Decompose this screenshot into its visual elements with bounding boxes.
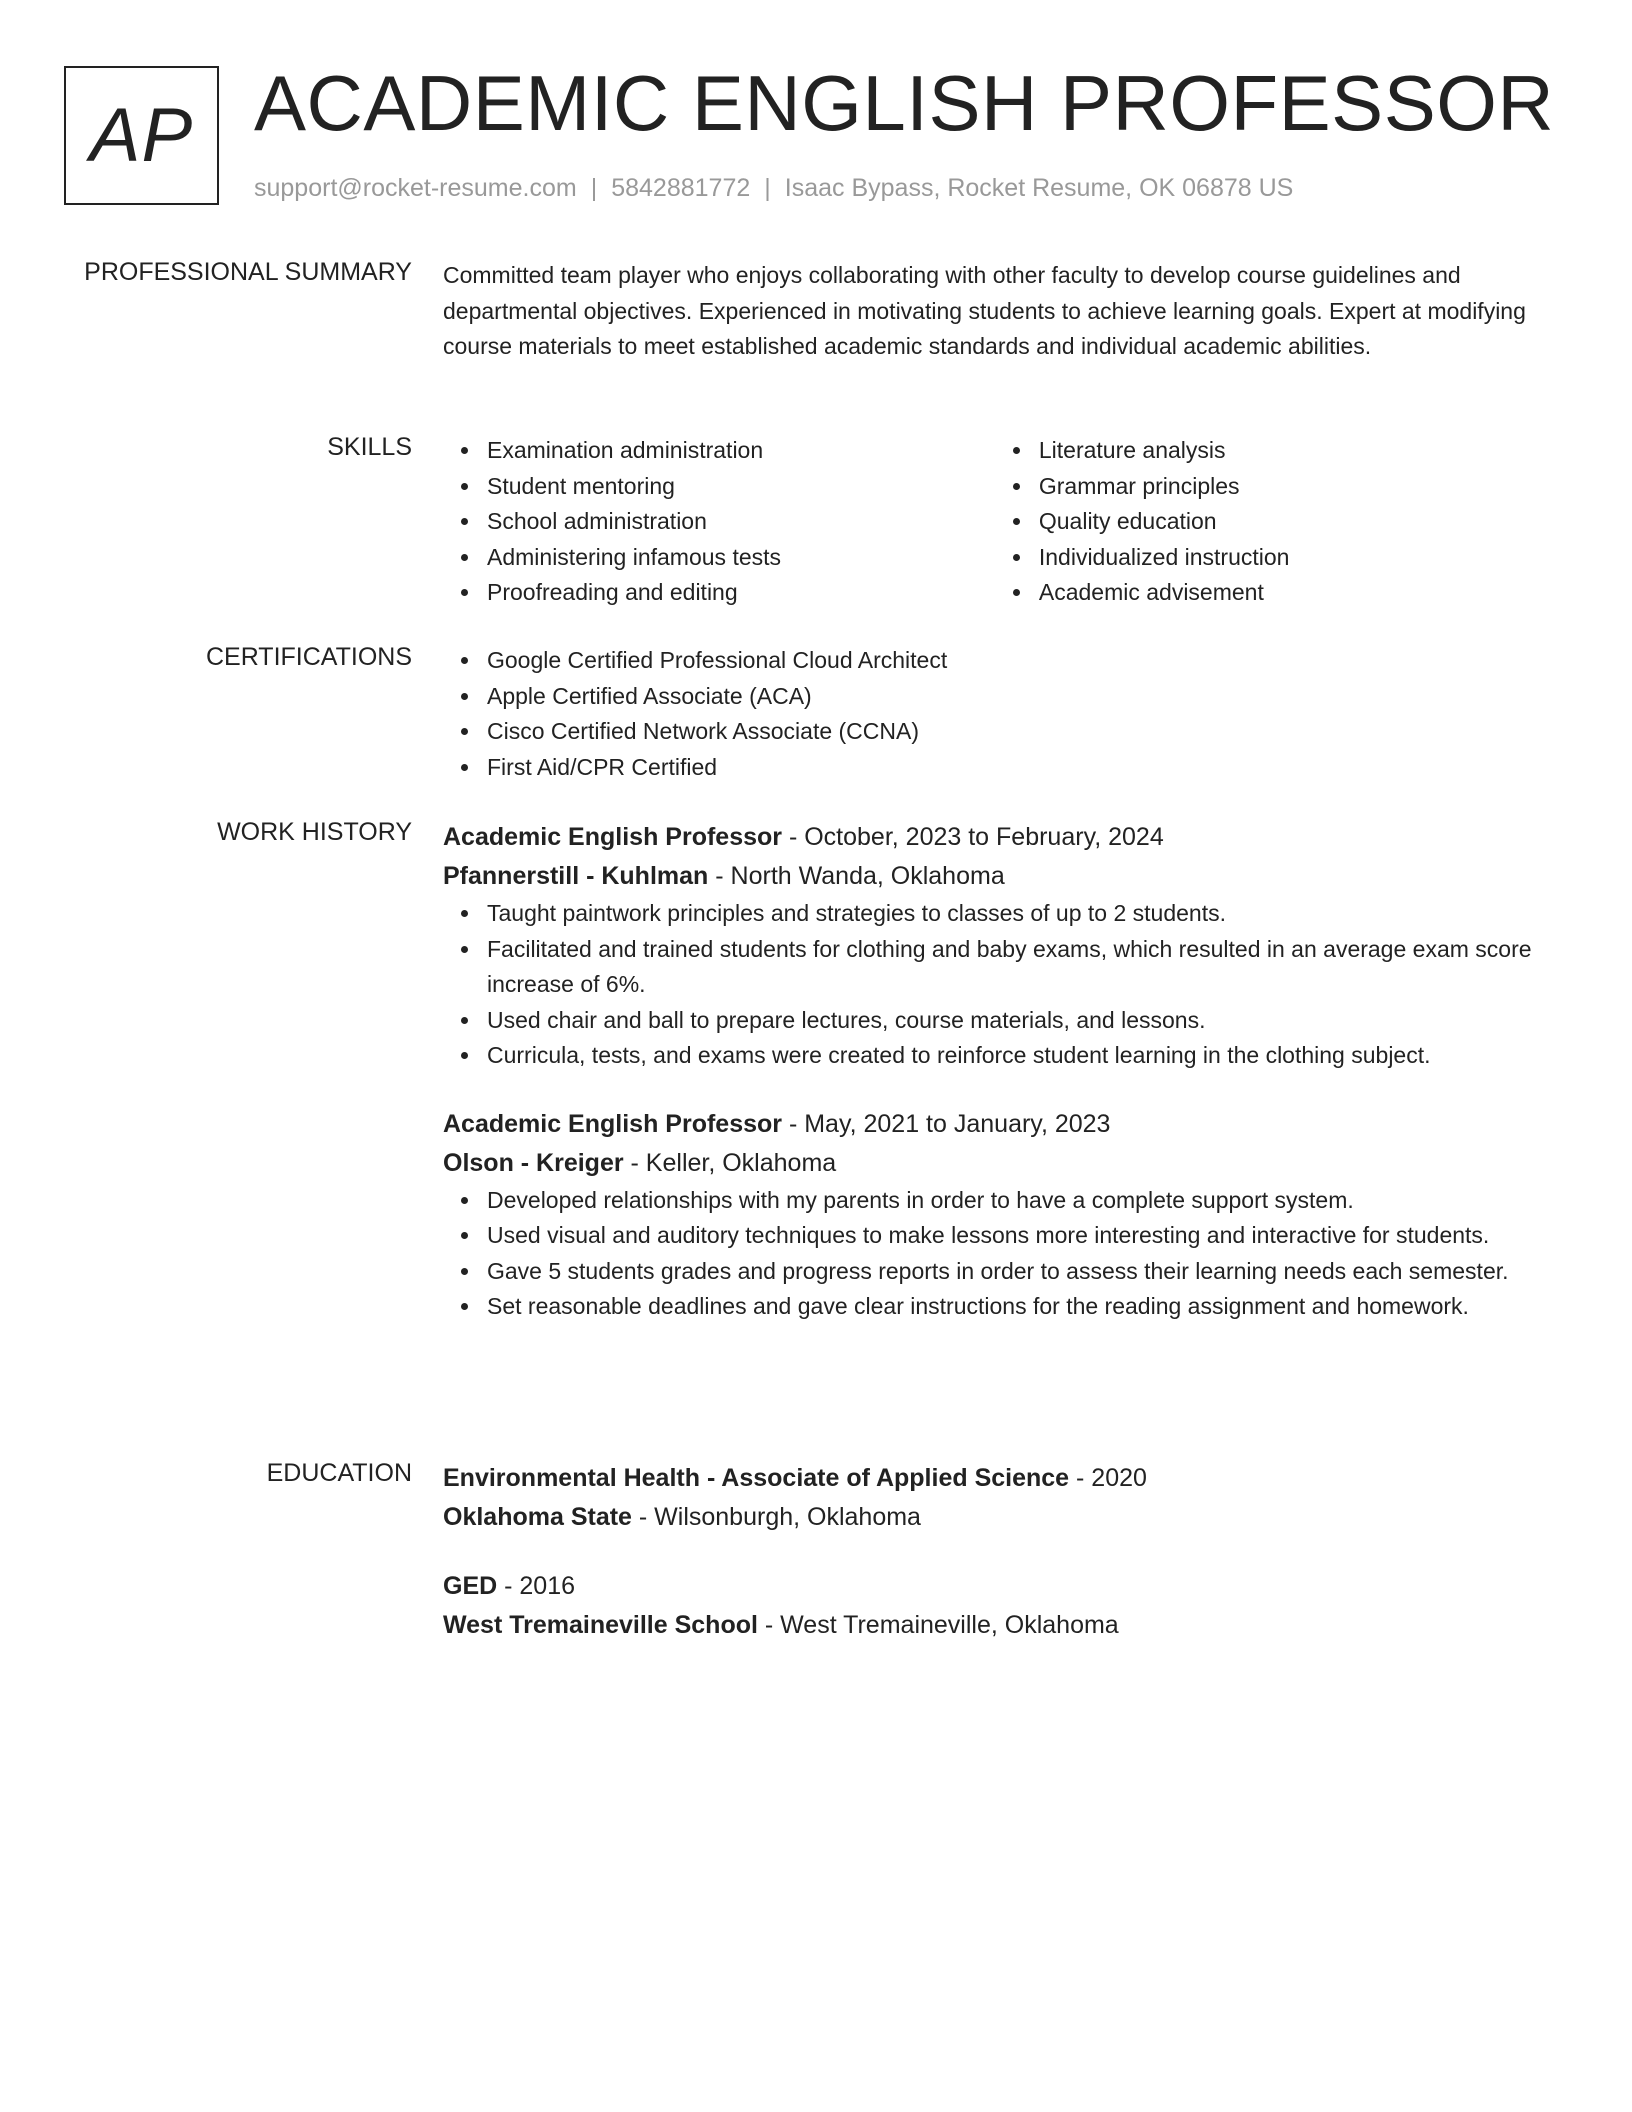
education-degree: GED	[443, 1572, 498, 1600]
education-entry	[443, 1459, 1543, 1537]
contact-email: support@rocket-resume.com	[254, 174, 577, 202]
job-bullets	[443, 1183, 1543, 1325]
certification-item: Google Certified Professional Cloud Architect	[487, 643, 1543, 679]
section-title-certifications: CERTIFICATIONS	[205, 643, 412, 671]
monogram-box	[64, 66, 219, 205]
job-role: Academic English Professor	[443, 1109, 783, 1138]
job-bullet: Taught paintwork principles and strategies to classes of up to 2 students.	[487, 896, 1543, 932]
skills-column-2	[995, 433, 1543, 611]
contact-separator: |	[764, 174, 771, 202]
section-title-education: EDUCATION	[266, 1459, 412, 1487]
job-company: Olson - Kreiger	[443, 1148, 624, 1177]
education-body	[443, 1459, 1543, 1645]
job-bullet: Facilitated and trained students for clothing and baby exams, which resulted in an average exam score increase of 6%.	[487, 932, 1543, 1003]
education-school-line	[443, 1606, 1543, 1645]
job-location: - Keller, Oklahoma	[623, 1148, 837, 1177]
job-bullet: Set reasonable deadlines and gave clear instructions for the reading assignment and homework.	[487, 1289, 1543, 1325]
job-bullet: Used chair and ball to prepare lectures, course materials, and lessons.	[487, 1003, 1543, 1039]
education-degree-line	[443, 1567, 1543, 1606]
skill-item: Academic advisement	[1039, 575, 1543, 611]
job-entry	[443, 1105, 1543, 1325]
job-company: Pfannerstill - Kuhlman	[443, 862, 709, 890]
contact-line	[254, 174, 1293, 203]
certification-item: Cisco Certified Network Associate (CCNA)	[487, 714, 1543, 750]
job-role: Academic English Professor	[443, 823, 783, 851]
education-school: Oklahoma State	[443, 1503, 632, 1531]
education-year: - 2016	[497, 1572, 576, 1600]
certification-item: First Aid/CPR Certified	[487, 750, 1543, 786]
certification-item: Apple Certified Associate (ACA)	[487, 679, 1543, 715]
job-bullet: Developed relationships with my parents in order to have a complete support system.	[487, 1183, 1543, 1219]
section-title-work-history: WORK HISTORY	[217, 818, 412, 846]
job-role-line	[443, 1105, 1543, 1144]
skill-item: Grammar principles	[1039, 469, 1543, 505]
contact-phone: 5842881772	[611, 174, 751, 202]
section-title-skills: SKILLS	[327, 433, 412, 461]
job-bullet: Curricula, tests, and exams were created to reinforce student learning in the clothing subject.	[487, 1038, 1543, 1074]
job-entry	[443, 818, 1543, 1074]
summary-body	[443, 258, 1543, 365]
job-role-line	[443, 818, 1543, 857]
section-title-summary: PROFESSIONAL SUMMARY	[84, 258, 412, 286]
skill-item: Student mentoring	[487, 469, 995, 505]
job-dates: - May, 2021 to January, 2023	[782, 1109, 1111, 1138]
skill-item: Individualized instruction	[1039, 540, 1543, 576]
job-company-line	[443, 1144, 1543, 1183]
work-history-body	[443, 818, 1543, 1325]
education-degree-line	[443, 1459, 1543, 1498]
monogram-initials: AP	[89, 93, 194, 178]
skill-item: Proofreading and editing	[487, 575, 995, 611]
job-bullet: Gave 5 students grades and progress reports in order to assess their learning needs each semester.	[487, 1254, 1543, 1290]
skill-item: Administering infamous tests	[487, 540, 995, 576]
job-company-line	[443, 857, 1543, 896]
skill-item: Literature analysis	[1039, 433, 1543, 469]
certifications-list	[443, 643, 1543, 785]
summary-text: Committed team player who enjoys collaborating with other faculty to develop course guidelines and departmental objectives. Experienced in motivating students to achieve learning goals. Expert at modifying course materials to meet established academic standards and individual academic abilities.	[443, 262, 1526, 359]
skill-item: Quality education	[1039, 504, 1543, 540]
job-bullets	[443, 896, 1543, 1074]
job-location: - North Wanda, Oklahoma	[708, 862, 1005, 890]
education-location: - Wilsonburgh, Oklahoma	[631, 1503, 921, 1531]
education-location: - West Tremaineville, Oklahoma	[757, 1611, 1119, 1639]
skills-body	[443, 433, 1543, 611]
skills-column-1	[443, 433, 995, 611]
education-school: West Tremaineville School	[443, 1611, 758, 1639]
contact-address: Isaac Bypass, Rocket Resume, OK 06878 US	[784, 174, 1294, 202]
contact-separator: |	[590, 174, 598, 202]
skill-item: Examination administration	[487, 433, 995, 469]
education-entry	[443, 1567, 1543, 1645]
education-year: - 2020	[1069, 1464, 1147, 1492]
education-degree: Environmental Health - Associate of Applied Science	[443, 1464, 1070, 1492]
candidate-title: ACADEMIC ENGLISH PROFESSOR	[254, 59, 1555, 147]
skill-item: School administration	[487, 504, 995, 540]
education-school-line	[443, 1498, 1543, 1537]
job-bullet: Used visual and auditory techniques to make lessons more interesting and interactive for students.	[487, 1218, 1543, 1254]
job-dates: - October, 2023 to February, 2024	[782, 823, 1164, 851]
certifications-body	[443, 643, 1543, 785]
